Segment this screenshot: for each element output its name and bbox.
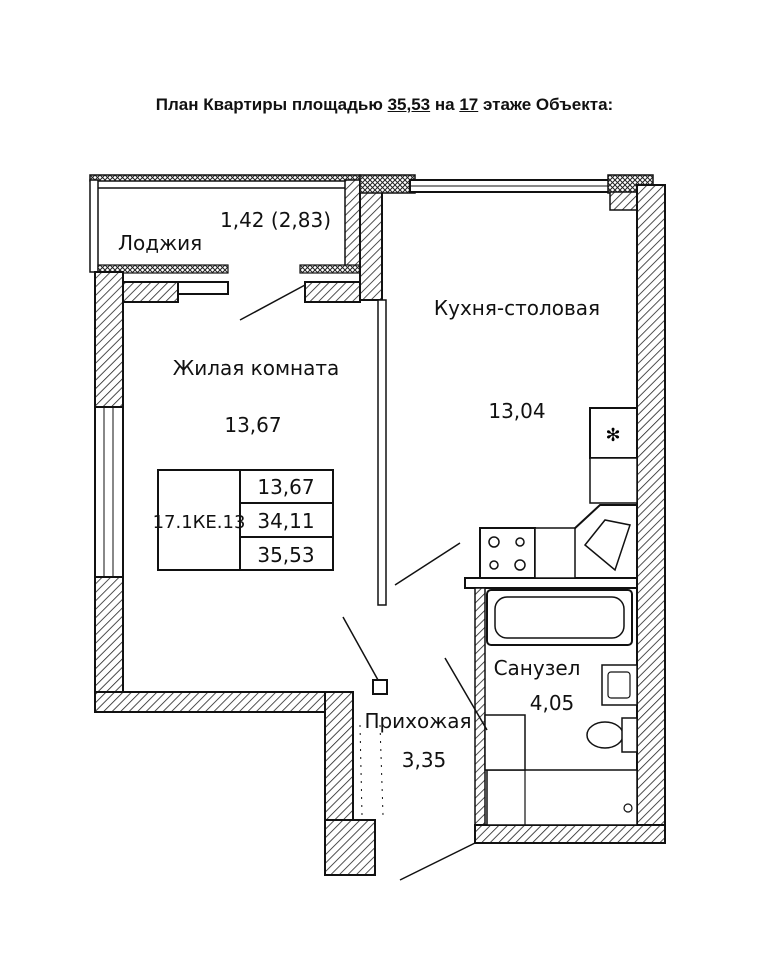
loggia-parapet-top — [90, 175, 360, 181]
table-value-total: 35,53 — [257, 543, 315, 567]
wall-hall-left — [325, 692, 353, 820]
kitchen-name: Кухня-столовая — [433, 296, 601, 320]
wall-entrance — [325, 820, 375, 875]
apartment-code: 17.1КЕ.13 — [152, 512, 246, 533]
loggia-area: 1,42 (2,83) — [220, 208, 332, 232]
bathroom-name: Санузел — [493, 656, 581, 680]
living-area: 13,67 — [224, 413, 282, 437]
title-prefix: План Квартиры площадью — [155, 95, 388, 114]
title-area: 35,53 — [387, 95, 431, 114]
wall-bottom-living — [95, 692, 327, 712]
wall-right — [637, 185, 665, 840]
wall-bottom-bath — [475, 825, 665, 843]
svg-text:✻: ✻ — [605, 425, 621, 446]
title-middle: на — [430, 95, 460, 114]
table-value-living: 13,67 — [257, 475, 315, 499]
washbasin-icon — [602, 665, 637, 705]
kitchen-area: 13,04 — [488, 399, 546, 423]
summary-table — [153, 470, 333, 570]
title-floor: 17 — [459, 95, 479, 114]
wall-bath-left — [475, 588, 485, 828]
corner-sink-icon — [573, 505, 637, 578]
loggia-name: Лоджия — [118, 231, 203, 255]
table-value-total-living: 34,11 — [257, 509, 315, 533]
loggia-side-left — [90, 180, 98, 272]
partition-upper — [360, 180, 382, 300]
loggia-side-right — [345, 180, 360, 272]
washing-area — [487, 770, 637, 825]
partition-thin — [378, 300, 386, 605]
toilet-icon — [587, 722, 623, 748]
kitchen-fixtures — [480, 408, 637, 578]
hall-area: 3,35 — [401, 748, 447, 772]
stove-icon — [480, 528, 535, 578]
bathroom-area: 4,05 — [529, 691, 575, 715]
balcony-door — [178, 282, 228, 294]
living-name: Жилая комната — [172, 356, 340, 380]
window-left — [95, 407, 123, 577]
hall-name: Прихожая — [364, 709, 472, 733]
title-suffix: этаже Объекта: — [478, 95, 614, 114]
wall-left-upper — [95, 272, 123, 407]
